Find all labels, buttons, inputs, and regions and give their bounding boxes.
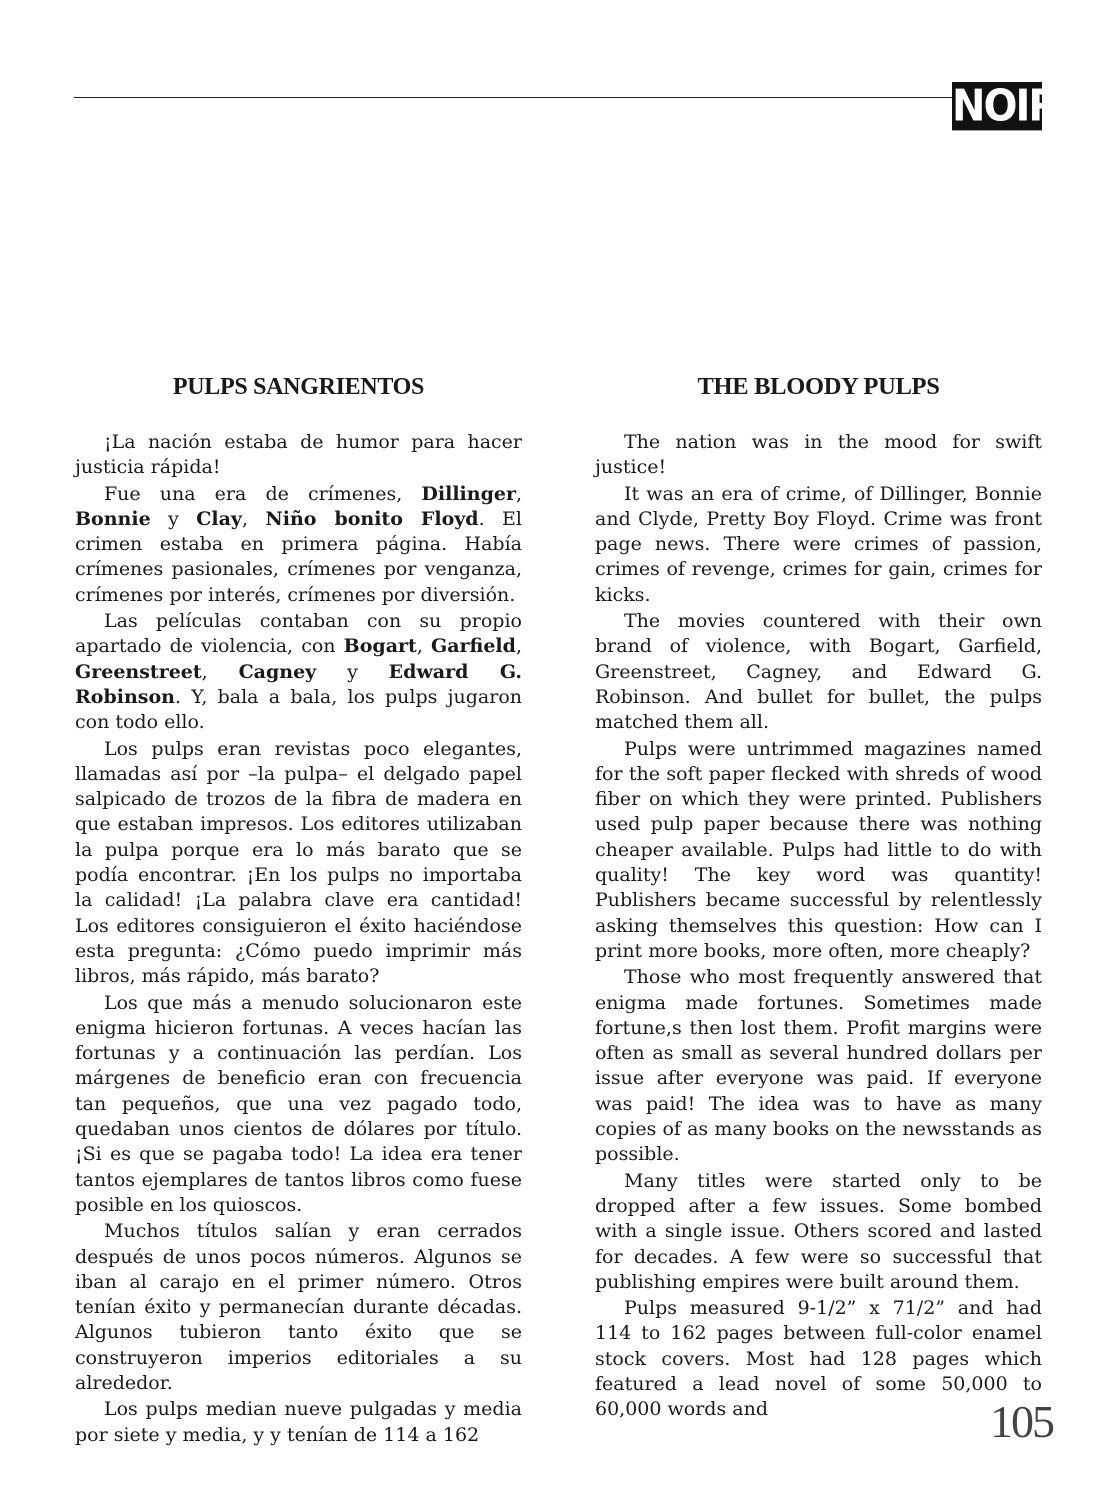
english-paragraph: Pulps measured 9-1/2” x 71/2” and had 114 to 162 pages between full-color enamel stock covers. Most had 128 pages which featured a lead novel of some 50,000 to 60,000 words and bbox=[595, 1297, 1042, 1421]
english-paragraph: The nation was in the mood for swift justice! bbox=[595, 431, 1042, 479]
spanish-paragraph: Los pulps median nueve pulgadas y media por siete y media, y y tenían de 114 a 162 bbox=[75, 1398, 522, 1446]
noir-logo: NOIR bbox=[952, 80, 1058, 132]
english-paragraph: Those who most frequently answered that enigma made fortunes. Sometimes made fortune,s then lost them. Profit margins were often as small as several hundred dollars per issue after everyone was paid. If everyone was paid! The idea was to have as many copies of as many books on the newsstands as possible. bbox=[595, 966, 1042, 1166]
english-column bbox=[595, 372, 1042, 1424]
english-paragraph: Pulps were untrimmed magazines named for the soft paper flecked with shreds of wood fiber on which they were printed. Publishers used pulp paper because there was nothing cheaper available. Pulps had little to do with quality! The key word was quantity! Publishers became successful by relentlessly asking themselves this question: How can I print more books, more often, more cheaply? bbox=[595, 737, 1042, 962]
english-paragraph: It was an era of crime, of Dillinger, Bonnie and Clyde, Pretty Boy Floyd. Crime was front page news. There were crimes of passion, crimes of revenge, crimes for gain, crimes for kicks. bbox=[595, 482, 1042, 606]
spanish-paragraph: Los pulps eran revistas poco elegantes, llamadas así por –la pulpa– el delgado papel salpicado de trozos de la fibra de madera en que estaban impresos. Los editores utilizaban la pulpa porque era lo más barato que se podía encontrar. ¡En los pulps no importaba la calidad! ¡La palabra clave era cantidad! Los editores consiguieron el éxito haciéndose esta pregunta: ¿Cómo puedo imprimir más libros, más rápido, más barato? bbox=[75, 737, 522, 988]
spanish-paragraph: ¡La nación estaba de humor para hacer justicia rápida! bbox=[75, 431, 522, 479]
english-paragraph: Many titles were started only to be dropped after a few issues. Some bombed with a single issue. Others scored and lasted for decades. A few were so successful that publishing empires were built around them. bbox=[595, 1169, 1042, 1293]
header-rule bbox=[74, 97, 954, 98]
spanish-paragraph: Los que más a menudo solucionaron este enigma hicieron fortunas. A veces hacían las fortunas y a continuación las perdían. Los márgenes de beneficio eran con frecuencia tan pequeños, que una vez pagado todo, quedaban unos cientos de dólares por título. ¡Si es que se pagaba todo! La idea era tener tantos ejemplares de tantos libros como fuese posible en los quioscos. bbox=[75, 991, 522, 1216]
spanish-paragraph: Muchos títulos salían y eran cerrados después de unos pocos números. Algunos se iban al carajo en el primer número. Otros tenían éxito y permanecían durante décadas. Algunos tubieron tanto éxito que se construyeron imperios editoriales a su alrededor. bbox=[75, 1220, 522, 1394]
spanish-paragraph: Las películas contaban con su propio apartado de violencia, con Bogart, Garfield, Greenstreet, Cagney y Edward G. Robinson. Y, bala a bala, los pulps jugaron con todo ello. bbox=[75, 610, 522, 734]
english-title: THE BLOODY PULPS bbox=[697, 373, 940, 400]
page-number: 105 bbox=[990, 1396, 1053, 1447]
english-paragraph: The movies countered with their own brand of violence, with Bogart, Garfield, Greenstreet, Cagney, and Edward G. Robinson. And bullet for bullet, the pulps matched them all. bbox=[595, 610, 1042, 734]
spanish-column bbox=[75, 372, 522, 1449]
spanish-paragraph: Fue una era de crímenes, Dillinger, Bonnie y Clay, Niño bonito Floyd. El crimen estaba en primera página. Había crímenes pasionales, crímenes por venganza, crímenes por interés, crímenes por diversión. bbox=[75, 482, 522, 606]
spanish-title: PULPS SANGRIENTOS bbox=[172, 374, 425, 400]
